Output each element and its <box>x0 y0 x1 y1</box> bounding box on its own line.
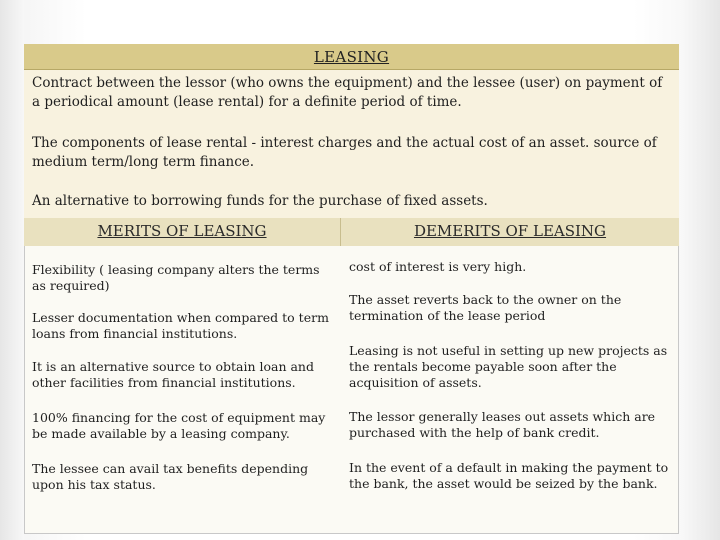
intro-paragraph-alternative: An alternative to borrowing funds for the purchase of fixed assets. <box>32 193 488 209</box>
page-title: LEASING <box>313 48 390 66</box>
slide-left-shade <box>0 0 24 540</box>
intro-paragraph-components: The components of lease rental - interest charges and the actual cost of an asset. source of medium term/long term finance. <box>32 135 657 170</box>
demerits-heading: DEMERITS OF LEASING <box>413 222 607 240</box>
merits-heading: MERITS OF LEASING <box>97 222 267 240</box>
demerit-item: Leasing is not useful in setting up new projects as the rentals become payable soon after the acquisition of assets. <box>349 343 668 390</box>
demerit-item: The lessor generally leases out assets which are purchased with the help of bank credit. <box>349 409 656 440</box>
merit-item: The lessee can avail tax benefits depending upon his tax status. <box>32 461 309 492</box>
merit-item: It is an alternative source to obtain loan and other facilities from financial institutions. <box>32 359 314 390</box>
slide-right-shade <box>680 0 720 540</box>
demerit-item: cost of interest is very high. <box>349 259 527 274</box>
intro-paragraph-definition: Contract between the lessor (who owns the equipment) and the lessee (user) on payment of a periodical amount (lease rental) for a definite period of time. <box>32 75 663 110</box>
merit-item: Lesser documentation when compared to term loans from financial institutions. <box>32 310 329 341</box>
demerit-item: The asset reverts back to the owner on the termination of the lease period <box>349 292 622 323</box>
merit-item: Flexibility ( leasing company alters the terms as required) <box>32 262 320 293</box>
merit-item: 100% financing for the cost of equipment may be made available by a leasing company. <box>32 410 326 441</box>
demerit-item: In the event of a default in making the payment to the bank, the asset would be seized by the bank. <box>349 460 669 491</box>
